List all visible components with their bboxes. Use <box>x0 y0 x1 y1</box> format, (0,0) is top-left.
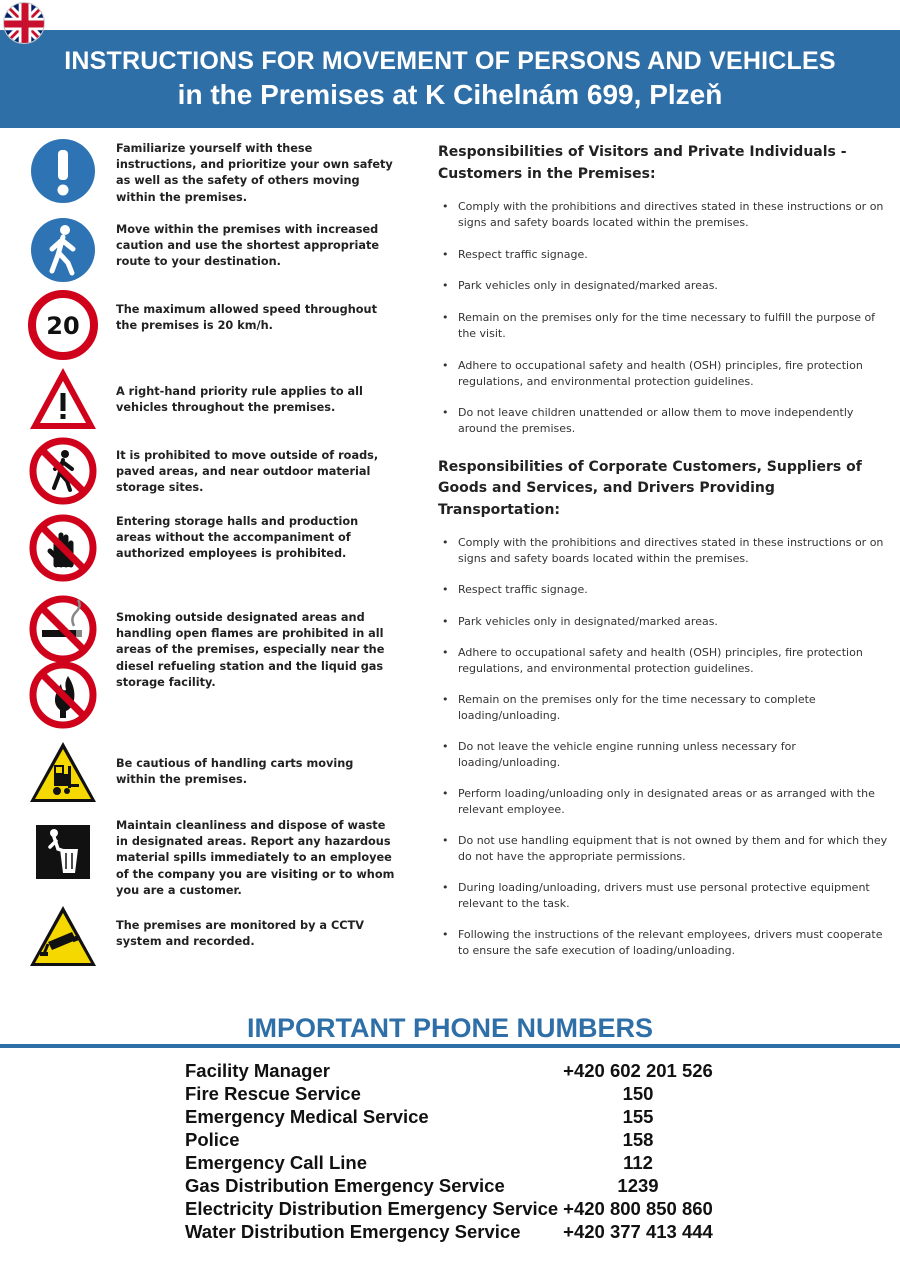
phone-service-name: Fire Rescue Service <box>185 1082 361 1104</box>
responsibilities-panel <box>438 128 888 958</box>
rule-text: Maintain cleanliness and dispose of waste in designated areas. Report any hazardous material spills immediately to an employee of the company you are visiting or to whom you are a customer. <box>116 819 395 897</box>
phone-service-name: Emergency Call Line <box>185 1151 367 1173</box>
cctv-warning-icon <box>28 902 98 972</box>
list-item: • Respect traffic signage. <box>438 247 888 263</box>
no-pedestrians-icon <box>28 436 98 506</box>
no-open-flame-icon <box>28 660 98 730</box>
phone-row <box>185 1105 745 1128</box>
phone-row <box>185 1198 745 1221</box>
list-item: • Remain on the premises only for the time necessary to fulfill the purpose of the visit. <box>438 310 888 342</box>
list-item: • Adhere to occupational safety and health (OSH) principles, fire protection regulations, and environmental protection guidelines. <box>438 358 888 390</box>
phone-row <box>185 1151 745 1174</box>
list-item: • Following the instructions of the relevant employees, drivers must cooperate to ensure the safe execution of loading/unloading. <box>438 927 888 959</box>
phone-row <box>185 1221 745 1244</box>
visitors-list <box>438 199 888 437</box>
rule-text: Be cautious of handling carts moving within the premises. <box>116 757 354 787</box>
uk-flag-icon <box>3 2 45 44</box>
warning-triangle-icon <box>28 365 98 435</box>
phone-numbers-table <box>185 1059 745 1244</box>
title-banner <box>0 30 900 128</box>
safety-rules-list <box>0 128 410 988</box>
rule-text: The premises are monitored by a CCTV system and recorded. <box>116 919 364 949</box>
corporate-section-title: Responsibilities of Corporate Customers, Suppliers of Goods and Services, and Drivers Providing Transportation: <box>438 458 862 518</box>
list-item: • Perform loading/unloading only in designated areas or as arranged with the relevant employee. <box>438 786 888 818</box>
phone-row <box>185 1059 745 1082</box>
list-item: • Park vehicles only in designated/marked areas. <box>438 614 888 630</box>
visitors-section-title: Responsibilities of Visitors and Private Individuals - Customers in the Premises: <box>438 144 847 182</box>
list-item: • During loading/unloading, drivers must use personal protective equipment relevant to the task. <box>438 880 888 912</box>
list-item: • Respect traffic signage. <box>438 582 888 598</box>
page-title: INSTRUCTIONS FOR MOVEMENT OF PERSONS AND VEHICLES <box>64 47 836 75</box>
phone-row <box>185 1174 745 1197</box>
speed-limit-20-icon <box>28 290 98 360</box>
rule-text: The maximum allowed speed throughout the premises is 20 km/h. <box>116 303 377 333</box>
pedestrian-icon <box>28 215 98 285</box>
phone-service-name: Water Distribution Emergency Service <box>185 1221 521 1243</box>
no-entry-hand-icon <box>28 513 98 583</box>
rule-text: It is prohibited to move outside of roads, paved areas, and near outdoor material storage sites. <box>116 449 379 495</box>
phone-number: +420 800 850 860 <box>563 1198 713 1220</box>
no-smoking-icon <box>28 594 98 664</box>
litter-bin-icon <box>28 819 98 889</box>
rule-text: A right-hand priority rule applies to all vehicles throughout the premises. <box>116 385 363 415</box>
phone-number: +420 602 201 526 <box>563 1059 713 1081</box>
list-item: • Comply with the prohibitions and directives stated in these instructions or on signs and safety boards located within the premises. <box>438 535 888 567</box>
phone-service-name: Electricity Distribution Emergency Service <box>185 1198 559 1220</box>
corporate-list <box>438 535 888 958</box>
page-subtitle: in the Premises at K Cihelnám 699, Plzeň <box>177 79 723 110</box>
phone-number: 150 <box>622 1082 654 1104</box>
rule-text: Smoking outside designated areas and handling open flames are prohibited in all areas of the premises, especially near the diesel refueling station and the liquid gas storage facility. <box>116 611 385 689</box>
list-item: • Do not use handling equipment that is not owned by them and for which they do not have the appropriate permissions. <box>438 833 888 865</box>
list-item: • Do not leave children unattended or allow them to move independently around the premises. <box>438 405 888 437</box>
phone-numbers-heading: IMPORTANT PHONE NUMBERS <box>246 1013 653 1043</box>
phone-number: 158 <box>622 1128 654 1150</box>
phone-number: 112 <box>623 1151 653 1173</box>
mandatory-exclamation-icon <box>28 136 98 206</box>
rule-text: Entering storage halls and production areas without the accompaniment of authorized employees is prohibited. <box>116 515 359 561</box>
rule-text: Familiarize yourself with these instructions, and prioritize your own safety as well as the safety of others moving within the premises. <box>116 142 393 204</box>
divider <box>0 1044 900 1048</box>
phone-number: 1239 <box>617 1175 659 1197</box>
phone-service-name: Facility Manager <box>185 1059 330 1081</box>
phone-number: +420 377 413 444 <box>563 1221 713 1243</box>
phone-service-name: Emergency Medical Service <box>185 1105 429 1127</box>
phone-number: 155 <box>622 1105 654 1127</box>
phone-row <box>185 1082 745 1105</box>
rule-text: Move within the premises with increased caution and use the shortest appropriate route to your destination. <box>116 223 380 269</box>
list-item: • Adhere to occupational safety and health (OSH) principles, fire protection regulations, and environmental protection guidelines. <box>438 645 888 677</box>
phone-service-name: Gas Distribution Emergency Service <box>185 1175 505 1197</box>
list-item: • Park vehicles only in designated/marked areas. <box>438 278 888 294</box>
list-item: • Remain on the premises only for the time necessary to complete loading/unloading. <box>438 692 888 724</box>
forklift-warning-icon <box>28 738 98 808</box>
list-item: • Comply with the prohibitions and directives stated in these instructions or on signs and safety boards located within the premises. <box>438 199 888 231</box>
list-item: • Do not leave the vehicle engine running unless necessary for loading/unloading. <box>438 739 888 771</box>
phone-service-name: Police <box>185 1128 240 1150</box>
svg-text:20: 20 <box>46 312 80 340</box>
phone-row <box>185 1128 745 1151</box>
